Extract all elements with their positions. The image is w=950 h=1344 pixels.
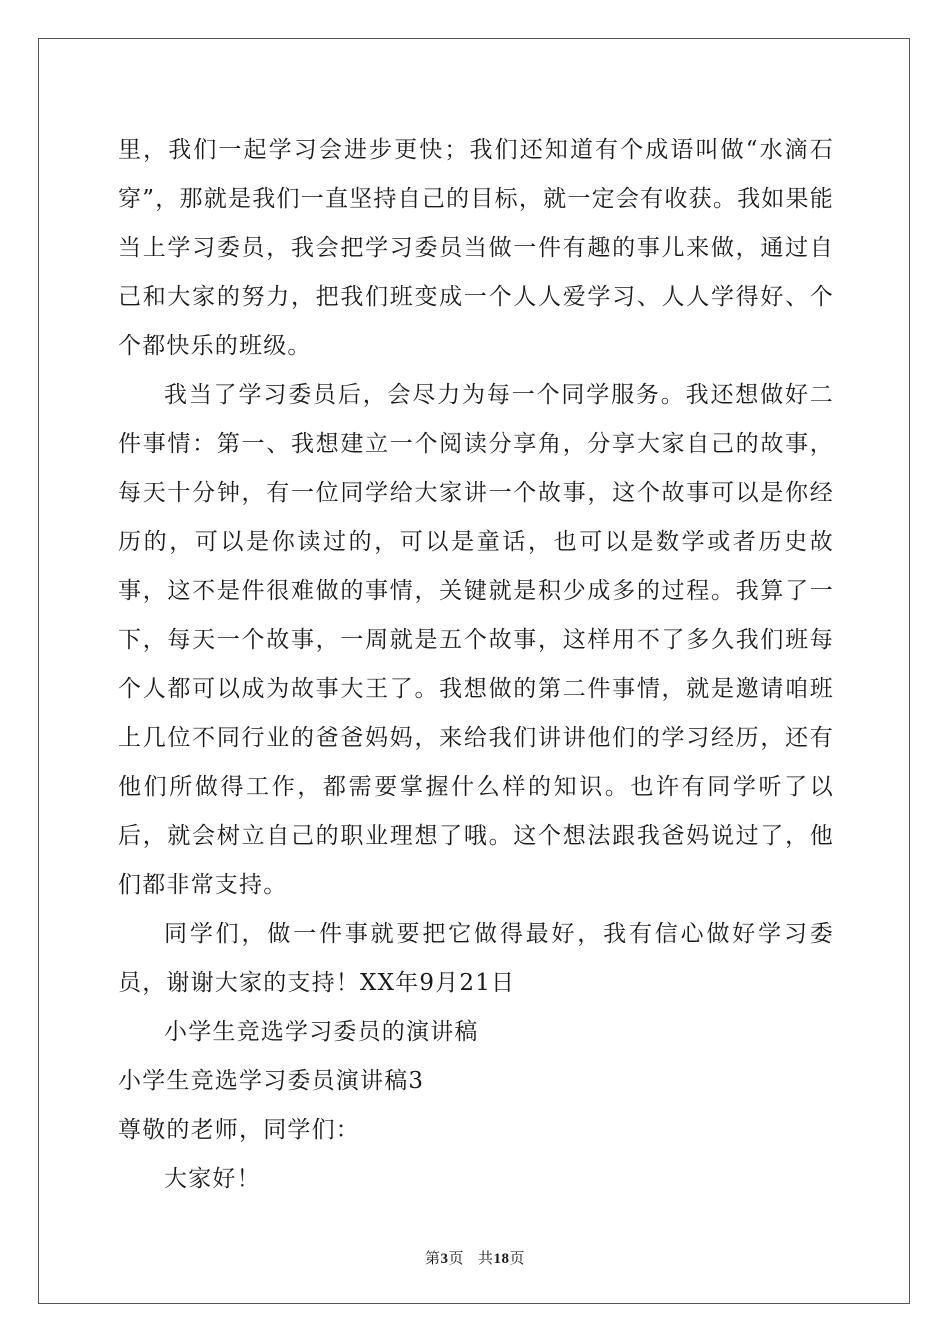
paragraph-duties: 我当了学习委员后，会尽力为每一个同学服务。我还想做好二件事情：第一、我想建立一个阅读分享角，分享大家自己的故事，每天十分钟，有一位同学给大家讲一个故事，这个故事可以是你经历的，可以是你读过的，可以是童话，也可以是数学或者历史故事，这不是件很难做的事情，关键就是积少成多的过程。我算了一下，每天一个故事，一周就是五个故事，这样用不了多久我们班每个人都可以成为故事大王了。我想做的第二件事情，就是邀请咱班上几位不同行业的爸爸妈妈，来给我们讲讲他们的学习经历，还有他们所做得工作，都需要掌握什么样的知识。也许有同学听了以后，就会树立自己的职业理想了哦。这个想法跟我爸妈说过了，他们都非常支持。 (118, 382, 834, 898)
page-footer (0, 1247, 950, 1268)
total-page-number: 18 (493, 1251, 510, 1267)
document-body (118, 126, 834, 1204)
paragraph-continuation: 里，我们一起学习会进步更快；我们还知道有个成语叫做“水滴石穿”，那就是我们一直坚持自己的目标，就一定会有收获。我如果能当上学习委员，我会把学习委员当做一件有趣的事儿来做，通过自己和大家的努力，把我们班变成一个人人爱学习、人人学得好、个个都快乐的班级。 (118, 137, 834, 359)
total-label-prefix: 共 (478, 1251, 494, 1267)
total-label-suffix: 页 (509, 1251, 526, 1267)
salutation: 尊敬的老师，同学们： (118, 1117, 360, 1143)
current-page-number: 3 (440, 1251, 449, 1267)
speech-title: 小学生竞选学习委员的演讲稿 (164, 1019, 479, 1045)
paragraph-closing: 同学们，做一件事就要把它做得最好，我有信心做好学习委员，谢谢大家的支持！XX年9月21日 (118, 921, 834, 996)
section-heading: 小学生竞选学习委员演讲稿3 (118, 1068, 425, 1094)
greeting: 大家好！ (164, 1166, 261, 1192)
page-label-suffix: 页 (448, 1251, 464, 1267)
page-label-prefix: 第 (424, 1251, 441, 1267)
